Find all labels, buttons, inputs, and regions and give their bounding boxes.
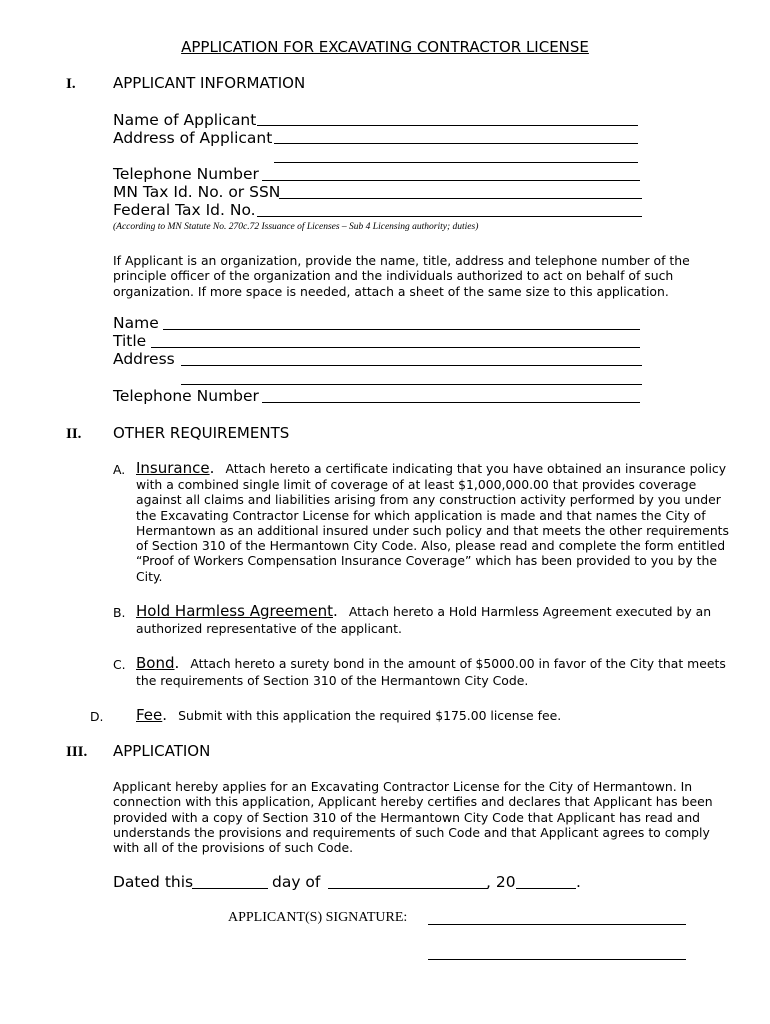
item-b-first-line: Hold Harmless Agreement. Attach hereto a Hold Harmless Agreement executed by an xyxy=(136,602,712,620)
org-address-field[interactable] xyxy=(181,365,642,366)
item-b-text: Attach hereto a Hold Harmless Agreement executed by an xyxy=(348,604,712,619)
federal-tax-label: Federal Tax Id. No. xyxy=(113,201,256,219)
dated-year-field[interactable] xyxy=(516,888,576,889)
item-b-letter: B. xyxy=(113,605,126,620)
applicant-address-field-2[interactable] xyxy=(274,162,638,163)
applicant-telephone-field[interactable] xyxy=(262,180,640,181)
application-line: understands the provisions and requirements of such Code and that Applicant agrees to comply xyxy=(113,824,710,840)
item-c-line: the requirements of Section 310 of the Hermantown City Code. xyxy=(136,673,529,688)
item-b-line: authorized representative of the applicant. xyxy=(136,621,402,636)
application-line: with all of the provisions of such Code. xyxy=(113,840,354,856)
item-b-title: Hold Harmless Agreement xyxy=(136,602,333,620)
application-line: provided with a copy of Section 310 of the Hermantown City Code that Applicant has read and xyxy=(113,809,701,825)
item-a-line: Hermantown as an additional insured under such policy and that meets the other requirements xyxy=(136,522,730,538)
dated-day-of: day of xyxy=(272,873,321,891)
item-a-line: the Excavating Contractor License for which application is made and that names the City of xyxy=(136,507,706,523)
application-line: Applicant hereby applies for an Excavating Contractor License for the City of Hermantown. In xyxy=(113,779,693,794)
item-d-letter: D. xyxy=(90,709,104,724)
applicant-address-label: Address of Applicant xyxy=(113,129,273,147)
item-d-first-line: Fee. Submit with this application the required $175.00 license fee. xyxy=(136,706,562,724)
item-a-line: with a combined single limit of coverage of at least $1,000,000.00 that provides coverage xyxy=(136,477,697,492)
item-a-line: against all claims and liabilities arising from any construction activity performed by you under xyxy=(136,492,721,508)
section-2-numeral: II. xyxy=(66,426,82,442)
org-paragraph xyxy=(113,253,690,299)
applicant-telephone-label: Telephone Number xyxy=(113,165,259,183)
org-telephone-field[interactable] xyxy=(262,402,640,403)
item-a-line: “Proof of Workers Compensation Insurance Coverage” which has been provided to you by the xyxy=(136,553,717,569)
org-name-field[interactable] xyxy=(163,329,640,330)
dated-month-field[interactable] xyxy=(328,888,488,889)
org-title-field[interactable] xyxy=(151,347,640,348)
section-3-heading: APPLICATION xyxy=(113,742,211,760)
item-a-first-line: Insurance. Attach hereto a certificate indicating that you have obtained an insurance policy xyxy=(136,459,727,477)
item-c-title: Bond xyxy=(136,654,175,672)
section-2-heading: OTHER REQUIREMENTS xyxy=(113,424,290,442)
section-1-heading: APPLICANT INFORMATION xyxy=(113,74,306,92)
item-a-body xyxy=(136,477,729,584)
org-address-field-2[interactable] xyxy=(181,384,642,385)
dated-prefix: Dated this xyxy=(113,873,194,891)
dated-comma-year: , 20 xyxy=(486,873,516,891)
item-d-text: Submit with this application the required $175.00 license fee. xyxy=(178,708,562,723)
item-b-body xyxy=(136,621,402,636)
mn-tax-field[interactable] xyxy=(279,198,642,199)
item-a-letter: A. xyxy=(113,462,126,477)
statute-note: (According to MN Statute No. 270c.72 Issuance of Licenses – Sub 4 Licensing authority; duties) xyxy=(113,222,479,232)
application-line: connection with this application, Applicant hereby certifies and declares that Applicant has been xyxy=(113,794,713,810)
item-c-letter: C. xyxy=(113,657,126,672)
section-1-numeral: I. xyxy=(66,76,76,92)
federal-tax-field[interactable] xyxy=(257,216,642,217)
item-a-line: City. xyxy=(136,568,163,584)
org-title-label: Title xyxy=(113,332,147,350)
org-address-label: Address xyxy=(113,350,175,368)
application-paragraph xyxy=(113,779,713,855)
org-paragraph-line: If Applicant is an organization, provide the name, title, address and telephone number of the xyxy=(113,253,690,268)
dated-period: . xyxy=(576,873,581,891)
signature-field-2[interactable] xyxy=(428,959,686,960)
applicant-name-label: Name of Applicant xyxy=(113,111,257,129)
org-name-label: Name xyxy=(113,314,159,332)
org-paragraph-line: principle officer of the organization and the individuals authorized to act on behalf of such xyxy=(113,268,674,284)
applicant-address-field[interactable] xyxy=(274,143,638,144)
item-a-title: Insurance xyxy=(136,459,210,477)
section-3-numeral: III. xyxy=(66,744,88,760)
item-c-text: Attach hereto a surety bond in the amount of $5000.00 in favor of the City that meets xyxy=(190,656,726,671)
item-c-body xyxy=(136,673,528,688)
item-d-title: Fee xyxy=(136,706,163,724)
item-a-text: Attach hereto a certificate indicating that you have obtained an insurance policy xyxy=(225,461,727,476)
item-a-line: of Section 310 of the Hermantown City Code. Also, please read and complete the form entitled xyxy=(136,538,726,554)
applicant-name-field[interactable] xyxy=(257,125,638,126)
dated-day-field[interactable] xyxy=(192,888,268,889)
signature-label: APPLICANT(S) SIGNATURE: xyxy=(228,910,408,925)
org-paragraph-line: organization. If more space is needed, attach a sheet of the same size to this application. xyxy=(113,283,669,299)
document-title: APPLICATION FOR EXCAVATING CONTRACTOR LICENSE xyxy=(181,38,589,56)
signature-field[interactable] xyxy=(428,924,686,925)
item-c-first-line: Bond. Attach hereto a surety bond in the amount of $5000.00 in favor of the City that meets xyxy=(136,654,726,672)
mn-tax-label: MN Tax Id. No. or SSN xyxy=(113,183,281,201)
org-telephone-label: Telephone Number xyxy=(113,387,259,405)
